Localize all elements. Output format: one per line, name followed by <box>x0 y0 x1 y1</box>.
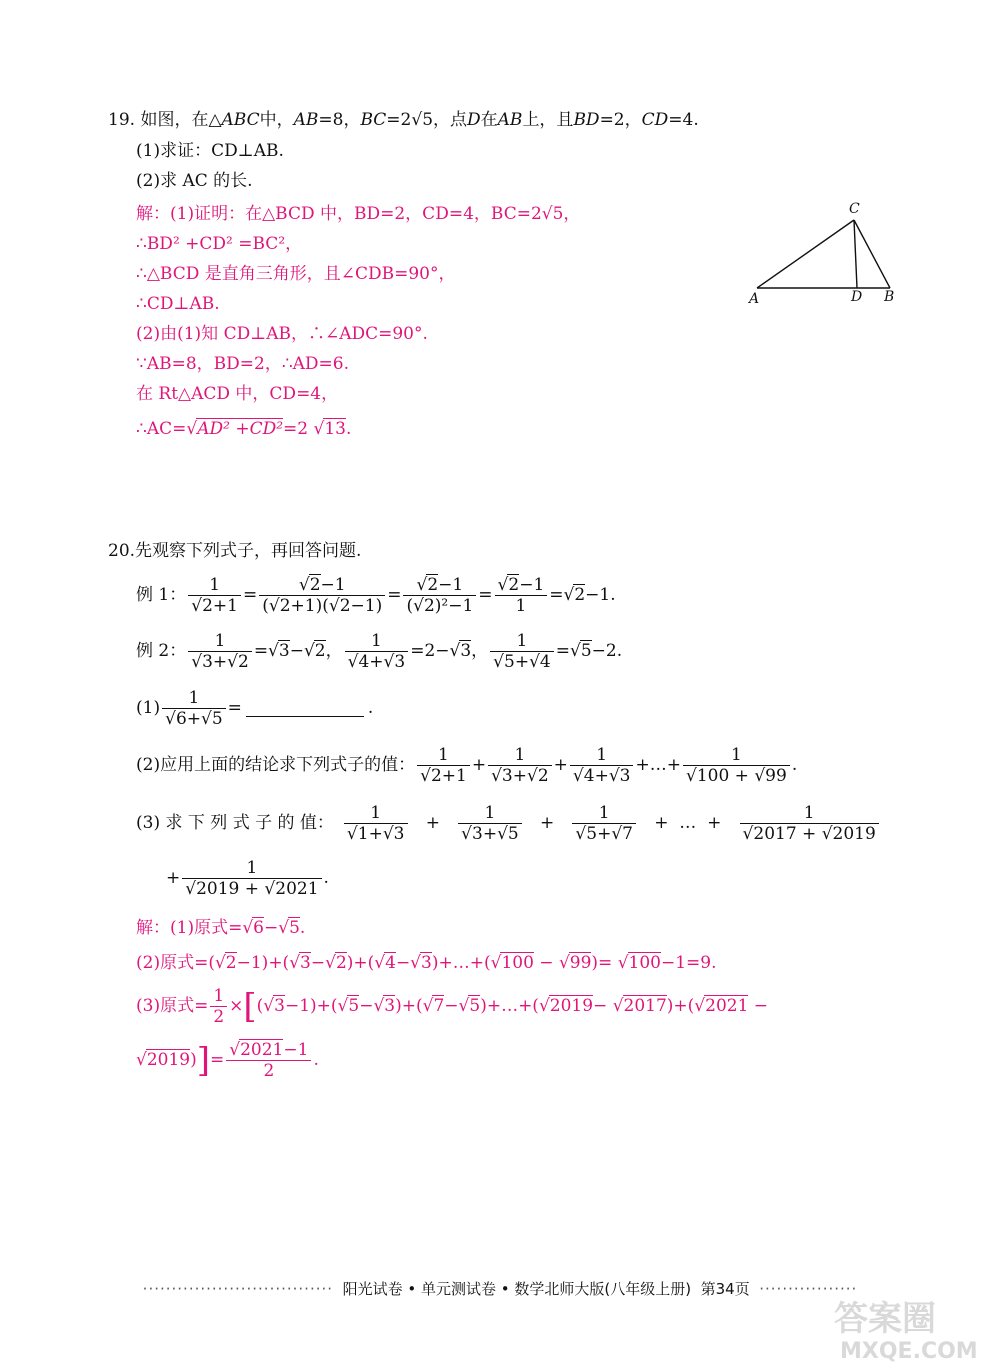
footer-title: 阳光试卷 • 单元测试卷 • 数学北师大版(八年级上册) <box>342 1280 692 1298</box>
q19-stem: 19. 如图，在△ABC中，AB=8，BC=2√5，点D在AB上，且BD=2，CD=4. <box>108 110 699 130</box>
svg-text:答案圈: 答案圈 <box>834 1299 936 1339</box>
label-c: C <box>849 201 860 217</box>
answer-blank[interactable] <box>246 716 364 717</box>
q20-sol3: (3)原式= $\frac{1}{2}$ ×[(√3−1)+(√5−√3)+(√7−√5)+…+(√2019− √2017)+(√2021 − <box>136 986 769 1027</box>
q20-part3-cont: + $\frac{1}{√2019 + √2021}$ . <box>166 858 329 899</box>
q19-sol-line3: ∴△BCD 是直角三角形，且∠CDB=90°， <box>136 264 456 284</box>
q20-part1: (1) $\frac{1}{√6+√5}$ = . <box>136 688 374 729</box>
q20-sol3-cont: √2019)]= $\frac{√2021-1}{2}$ . <box>136 1040 319 1081</box>
watermark-logo <box>828 1290 998 1366</box>
page-footer: ································· 阳光试卷 • 单元测试卷 • 数学北师大版(八年级上册) 第34页 ················· <box>142 1280 858 1298</box>
q19-sol-line4: ∴CD⊥AB. <box>136 294 220 314</box>
q19-sol-line2: ∴BD² +CD² =BC²， <box>136 234 303 254</box>
q20-example1: 例 1： $\frac{1}{√2+1}$ = $\frac{√2-1}{(√2+1)(√2-1)}$ = $\frac{√2-1}{\text{(√2)²−1}}$ = $\frac{√2-1}{1}$ =√2−1. <box>136 575 616 616</box>
q20-sol2: (2)原式=(√2−1)+(√3−√2)+(√4−√3)+…+(√100 − √99)= √100−1=9. <box>136 953 717 973</box>
label-a: A <box>749 291 760 307</box>
triangle-figure <box>745 195 915 310</box>
svg-text:MXQE.COM: MXQE.COM <box>840 1339 978 1364</box>
q19-sol-line7: 在 Rt△ACD 中，CD=4， <box>136 384 339 404</box>
label-d: D <box>851 289 863 305</box>
q19-sol-line5: (2)由(1)知 CD⊥AB，∴∠ADC=90°. <box>136 324 428 344</box>
q19-sol-line6: ∵AB=8，BD=2，∴AD=6. <box>136 354 350 374</box>
q20-part3: (3) 求 下 列 式 子 的 值： $\frac{1}{√1+√3}$ + $\frac{1}{√3+√5}$ + $\frac{1}{√5+√7}$ + … + $\frac{1}{√2017 + √2019}$ <box>136 803 881 844</box>
q19-sol-line1: 解：(1)证明：在△BCD 中，BD=2，CD=4，BC=2√5， <box>136 204 581 224</box>
page-number: 第34页 <box>700 1280 750 1298</box>
q19-sol-line8: ∴AC=√AD² +CD²=2 √13. <box>136 419 352 439</box>
q20-sol1: 解：(1)原式=√6−√5. <box>136 918 306 938</box>
q19-number: 19. <box>108 110 136 130</box>
label-b: B <box>884 289 895 305</box>
q19-part2: (2)求 AC 的长. <box>136 171 253 191</box>
q20-stem: 20.先观察下列式子，再回答问题. <box>108 541 362 561</box>
q20-part2: (2)应用上面的结论求下列式子的值： $\frac{1}{√2+1}$ + $\frac{1}{√3+√2}$ + $\frac{1}{√4+√3}$ +…+ $\frac{1}{√100 + √99}$ . <box>136 745 798 786</box>
q20-example2: 例 2： $\frac{1}{√3+√2}$ =√3−√2， $\frac{1}{√4+√3}$ =2−√3， $\frac{1}{√5+√4}$ =√5−2. <box>136 631 623 672</box>
q19-part1: (1)求证：CD⊥AB. <box>136 141 284 161</box>
q20-number: 20. <box>108 541 136 561</box>
